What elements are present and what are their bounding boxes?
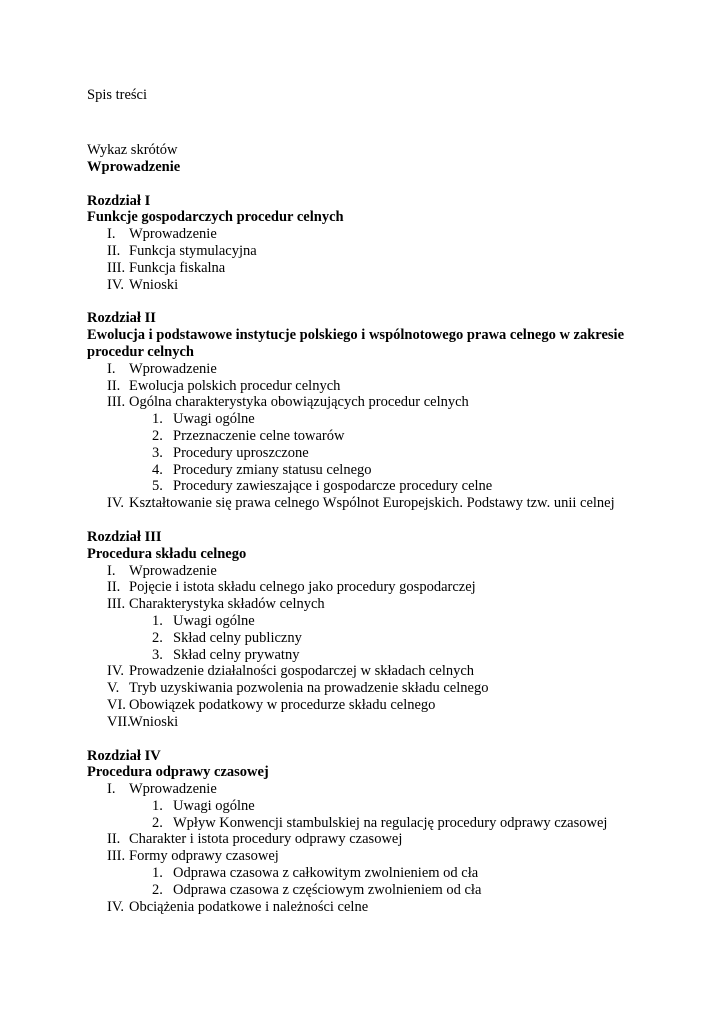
toc-item-number: II. [107,242,121,259]
toc-item [87,579,647,596]
chapter-section [87,748,647,916]
toc-subitem-text: Przeznaczenie celne towarów [173,427,345,444]
chapter-label: Rozdział II [87,310,156,327]
chapters-list [87,193,647,916]
toc-item [87,260,647,277]
toc-item-text: Charakterystyka składów celnych [129,596,325,613]
toc-item-text: Obowiązek podatkowy w procedurze składu celnego [129,696,436,713]
toc-item-number: II. [107,831,121,848]
toc-subitem-text: Uwagi ogólne [173,612,255,629]
toc-item-number: III. [107,259,126,276]
toc-item [87,781,647,798]
toc-subitem-text: Odprawa czasowa z częściowym zwolnieniem od cła [173,881,482,898]
toc-subitem [87,428,647,445]
chapter-title: Procedura odprawy czasowej [87,764,269,781]
toc-page [87,86,647,915]
toc-item-number: VI. [107,696,126,713]
toc-item-text: Funkcja fiskalna [129,259,226,276]
toc-item-text: Kształtowanie się prawa celnego Wspólnot Europejskich. Podstawy tzw. unii celnej [129,495,615,512]
toc-item-number: III. [107,394,126,411]
chapter-section [87,193,647,294]
toc-item-number: IV. [107,276,125,293]
toc-subitem [87,462,647,479]
toc-item-text: Wnioski [129,713,179,730]
toc-item [87,378,647,395]
chapter-title: Funkcje gospodarczych procedur celnych [87,209,344,226]
toc-subitem-text: Uwagi ogólne [173,411,255,428]
toc-subitem [87,411,647,428]
toc-item-number: III. [107,848,126,865]
toc-item [87,714,647,731]
toc-subitem-number: 2. [152,881,163,898]
toc-item-number: V. [107,680,120,697]
front-intro: Wprowadzenie [87,158,181,175]
toc-item-number: II. [107,579,121,596]
toc-item-text: Wprowadzenie [129,562,217,579]
toc-subitem-number: 2. [152,814,163,831]
toc-subitem-text: Procedury zmiany statusu celnego [173,461,372,478]
toc-item [87,277,647,294]
toc-subitem-number: 1. [152,411,163,428]
toc-item [87,495,647,512]
toc-subitem [87,613,647,630]
toc-item-text: Ogólna charakterystyka obowiązujących procedur celnych [129,394,469,411]
toc-item-text: Obciążenia podatkowe i należności celne [129,898,369,915]
toc-item [87,243,647,260]
toc-subitem [87,445,647,462]
toc-item-text: Prowadzenie działalności gospodarczej w składach celnych [129,663,475,680]
toc-subitem-text: Skład celny publiczny [173,629,302,646]
chapter-label: Rozdział III [87,528,162,545]
chapter-title: Procedura składu celnego [87,545,247,562]
toc-subitem [87,815,647,832]
toc-item [87,226,647,243]
toc-item-number: IV. [107,495,125,512]
toc-item-number: VII. [107,713,131,730]
chapter-label: Rozdział IV [87,747,161,764]
toc-item-text: Wprowadzenie [129,781,217,798]
toc-item [87,361,647,378]
chapter-title: Ewolucja i podstawowe instytucje polskiego i wspólnotowego prawa celnego w zakresie procedur celnych [87,327,625,360]
toc-item-number: III. [107,596,126,613]
toc-item-number: I. [107,562,116,579]
toc-title: Spis treści [87,87,148,103]
toc-subitem-text: Skład celny prywatny [173,646,300,663]
toc-item-number: IV. [107,663,125,680]
toc-subitem-number: 4. [152,461,163,478]
toc-item [87,848,647,865]
toc-item-text: Tryb uzyskiwania pozwolenia na prowadzenie składu celnego [129,680,489,697]
toc-subitem-number: 1. [152,865,163,882]
toc-item [87,899,647,916]
toc-item [87,697,647,714]
toc-item-text: Ewolucja polskich procedur celnych [129,377,341,394]
toc-subitem-number: 3. [152,646,163,663]
toc-item [87,563,647,580]
toc-item-text: Charakter i istota procedury odprawy czasowej [129,831,403,848]
toc-subitem-text: Uwagi ogólne [173,797,255,814]
toc-item-text: Formy odprawy czasowej [129,848,279,865]
toc-subitem-number: 2. [152,629,163,646]
toc-item-text: Pojęcie i istota składu celnego jako procedury gospodarczej [129,579,476,596]
toc-subitem-number: 1. [152,612,163,629]
toc-item [87,831,647,848]
chapter-label: Rozdział I [87,192,151,209]
toc-subitem [87,882,647,899]
toc-subitem-text: Procedury zawieszające i gospodarcze procedury celne [173,478,493,495]
toc-item-text: Wprowadzenie [129,360,217,377]
toc-subitem [87,865,647,882]
toc-subitem [87,647,647,664]
toc-item [87,663,647,680]
toc-item-text: Funkcja stymulacyjna [129,242,257,259]
toc-subitem-number: 3. [152,444,163,461]
toc-item [87,394,647,411]
toc-subitem-number: 1. [152,797,163,814]
chapter-section [87,529,647,731]
toc-item-number: IV. [107,898,125,915]
toc-item [87,680,647,697]
toc-item-text: Wprowadzenie [129,226,217,243]
toc-subitem-text: Odprawa czasowa z całkowitym zwolnieniem od cła [173,865,479,882]
toc-item-number: II. [107,377,121,394]
front-abbrev: Wykaz skrótów [87,142,178,158]
toc-subitem [87,798,647,815]
toc-item-number: I. [107,360,116,377]
toc-item [87,596,647,613]
toc-subitem-text: Procedury uproszczone [173,444,309,461]
toc-subitem-number: 5. [152,478,163,495]
toc-subitem-text: Wpływ Konwencji stambulskiej na regulację procedury odprawy czasowej [173,814,608,831]
chapter-section [87,310,647,512]
toc-item-number: I. [107,226,116,243]
toc-subitem [87,630,647,647]
toc-item-text: Wnioski [129,276,179,293]
toc-subitem [87,478,647,495]
toc-subitem-number: 2. [152,427,163,444]
toc-item-number: I. [107,781,116,798]
